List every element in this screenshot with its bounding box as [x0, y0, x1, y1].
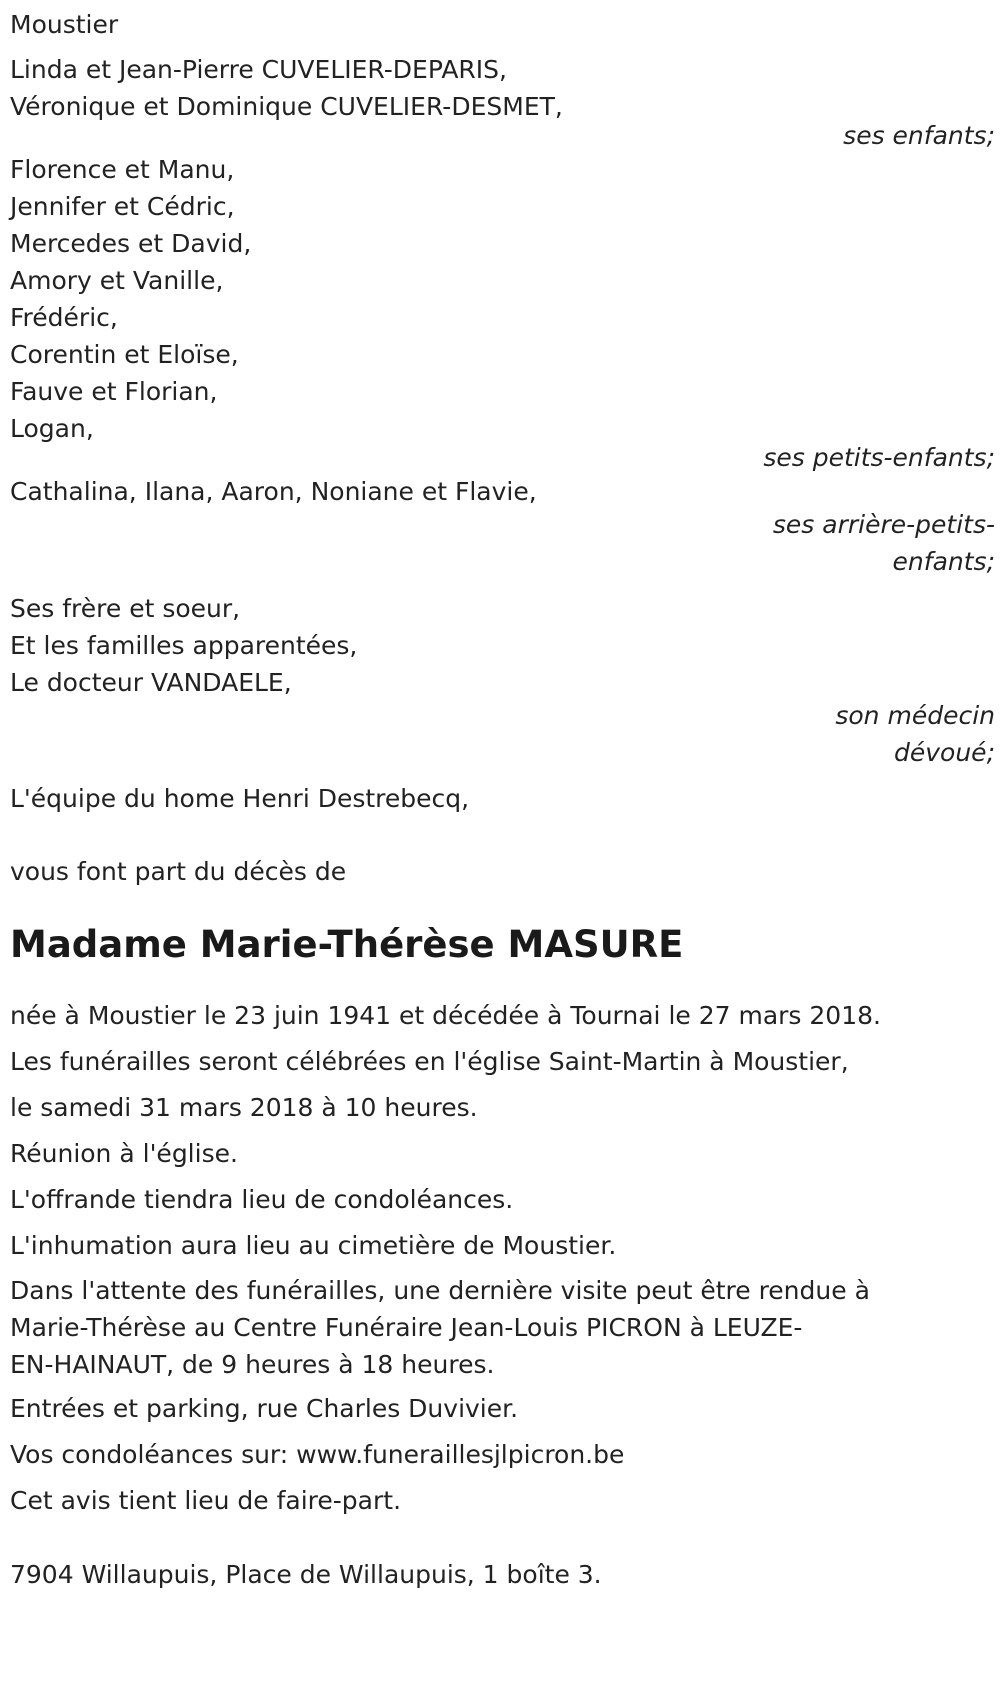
others-group — [10, 590, 995, 771]
role-label-line: son médecin — [835, 701, 995, 730]
relative-name: Ses frère et soeur, — [10, 594, 241, 623]
grandchild-name: Frédéric, — [10, 303, 118, 332]
role-label-line: ses arrière-petits- — [772, 510, 995, 539]
meeting-info: Réunion à l'église. — [10, 1139, 238, 1168]
child-name: Linda et Jean-Pierre CUVELIER-DEPARIS, — [10, 55, 507, 84]
grandchild-name: Jennifer et Cédric, — [10, 192, 235, 221]
great-grandchild-names: Cathalina, Ilana, Aaron, Noniane et Flavie, — [10, 477, 537, 506]
grandchild-name: Corentin et Eloïse, — [10, 340, 239, 369]
visit-info-line: Dans l'attente des funérailles, une dernière visite peut être rendue à — [10, 1276, 870, 1305]
address: 7904 Willaupuis, Place de Willaupuis, 1 boîte 3. — [10, 1560, 602, 1589]
visit-info-line: Marie-Thérèse au Centre Funéraire Jean-Louis PICRON à LEUZE- — [10, 1313, 803, 1342]
role-label-line: enfants; — [892, 547, 995, 576]
role-label: ses petits-enfants; — [763, 443, 995, 472]
funeral-date: le samedi 31 mars 2018 à 10 heures. — [10, 1093, 478, 1122]
condolences-info — [10, 1435, 1000, 1475]
role-label — [10, 697, 995, 771]
role-label-line: dévoué; — [894, 738, 995, 767]
parking-info: Entrées et parking, rue Charles Duvivier. — [10, 1394, 519, 1423]
burial-info: L'inhumation aura lieu au cimetière de Moustier. — [10, 1231, 617, 1260]
relative-name: Et les familles apparentées, — [10, 631, 358, 660]
visit-info-line: EN-HAINAUT, de 9 heures à 18 heures. — [10, 1350, 495, 1379]
grandchild-name: Fauve et Florian, — [10, 377, 218, 406]
offering-info: L'offrande tiendra lieu de condoléances. — [10, 1185, 514, 1214]
great-grandchildren-group — [10, 473, 995, 580]
relative-name: Le docteur VANDAELE, — [10, 668, 292, 697]
condolences-label: Vos condoléances sur: — [10, 1440, 297, 1469]
grandchild-name: Logan, — [10, 414, 94, 443]
role-label: ses enfants; — [843, 121, 995, 150]
grandchild-name: Amory et Vanille, — [10, 266, 224, 295]
grandchildren-group — [10, 151, 995, 473]
birth-death-info: née à Moustier le 23 juin 1941 et décédée à Tournai le 27 mars 2018. — [10, 1001, 881, 1030]
deceased-name: Madame Marie-Thérèse MASURE — [10, 923, 684, 966]
child-name: Véronique et Dominique CUVELIER-DESMET, — [10, 92, 563, 121]
funeral-info: Les funérailles seront célébrées en l'église Saint-Martin à Moustier, — [10, 1047, 849, 1076]
announcement-intro: vous font part du décès de — [10, 857, 347, 886]
grandchild-name: Mercedes et David, — [10, 229, 252, 258]
place-heading: Moustier — [10, 10, 119, 39]
visit-info — [10, 1272, 1000, 1383]
notice-info: Cet avis tient lieu de faire-part. — [10, 1486, 402, 1515]
team-name: L'équipe du home Henri Destrebecq, — [10, 784, 470, 813]
role-label — [10, 506, 995, 580]
details-section — [10, 996, 1000, 1521]
grandchild-name: Florence et Manu, — [10, 155, 235, 184]
children-group — [10, 51, 995, 151]
condolences-link[interactable]: www.funeraillesjlpicron.be — [296, 1440, 625, 1469]
